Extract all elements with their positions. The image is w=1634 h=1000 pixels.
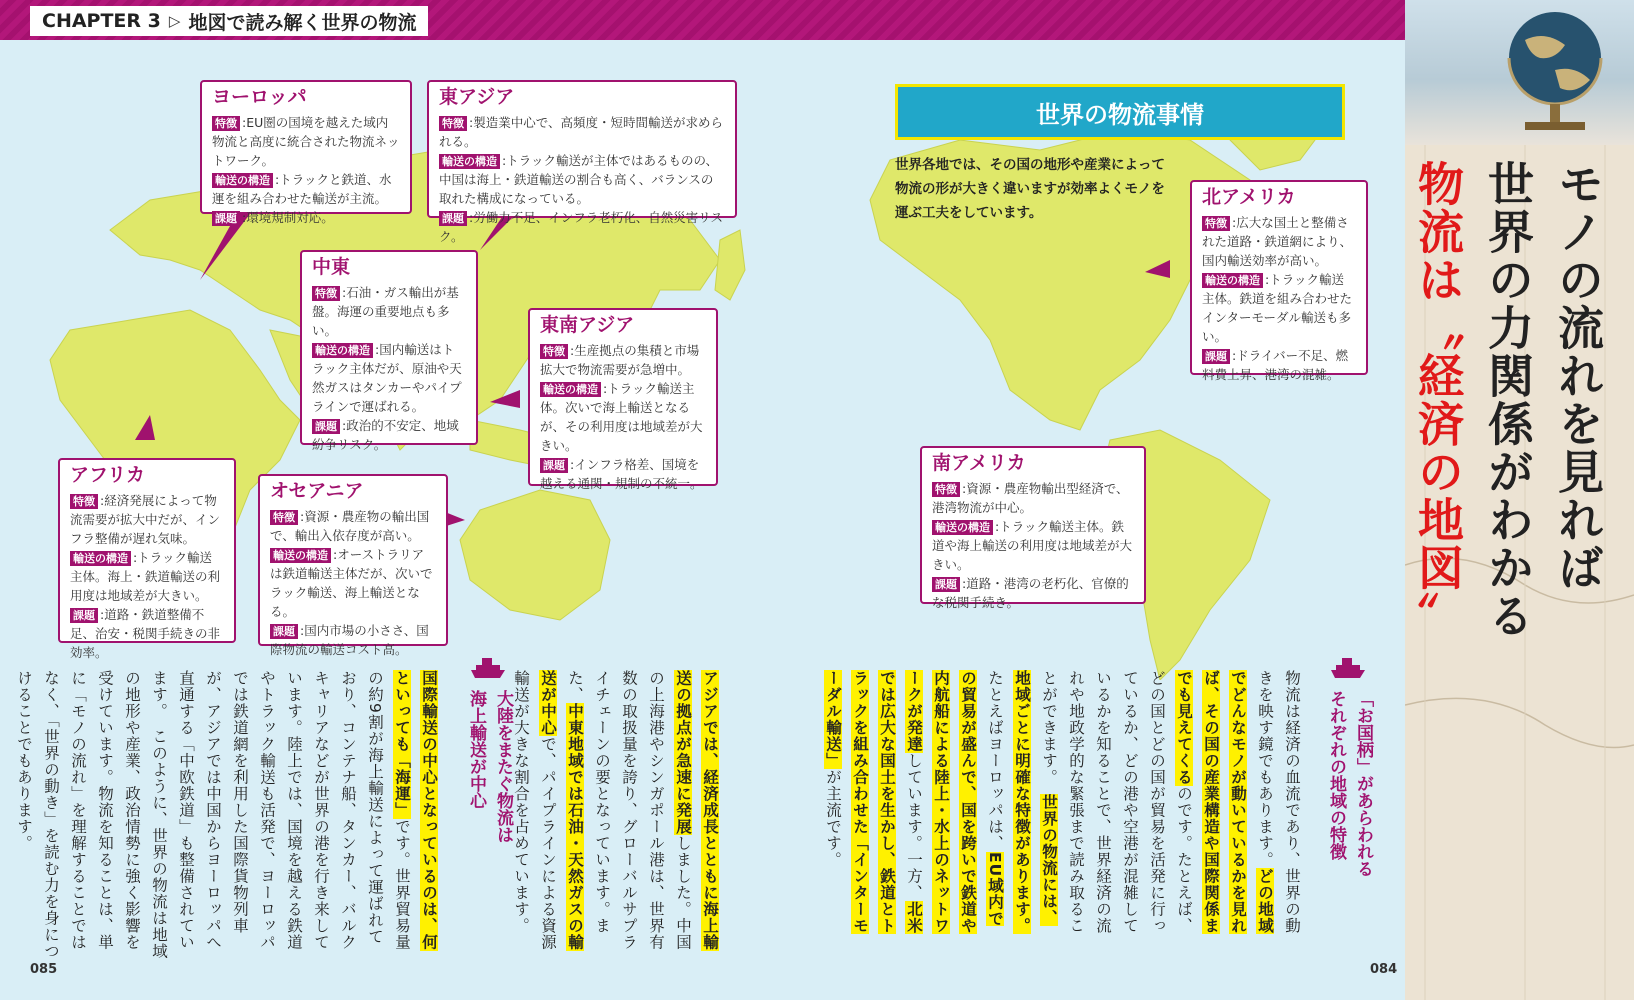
left-highlight-2: アジアでは、経済成長とともに海上輸送の拠点が急速に発展 (674, 670, 719, 951)
left-text-3: しました。中国の上海港やシンガポール港は、世界有数の取扱量を誇り、グローバルサプライチェーンの要となっています。また、 (566, 670, 692, 951)
title-line-2: 世界の力関係がわかる (1481, 160, 1535, 640)
structure-tag: 輸送の構造 (70, 551, 131, 566)
issue-tag: 課題 (932, 577, 960, 592)
right-heading-2: それぞれの地域の特徴 (1326, 690, 1346, 860)
region-box-africa (58, 458, 236, 660)
structure-text: :トラック輸送主体。次いで海上輸送となるが、その利用度は地域差が大きい。 (540, 381, 703, 453)
right-highlight-1: どの地域でどんなモノが動いているかを見れば、その国の産業構造や国際関係までも見えてくる (1175, 670, 1274, 934)
right-body (824, 670, 1305, 940)
feature-text: :経済発展によって物流需要が拡大中だが、インフラ整備が遅れ気味。 (70, 493, 221, 546)
structure-tag: 輸送の構造 (932, 520, 993, 535)
feature-text: :EU圏の国境を越えた域内物流と高度に統合された物流ネットワーク。 (212, 115, 400, 168)
region-name: 東南アジア (540, 314, 635, 336)
structure-text: :トラック輸送主体。鉄道を組み合わせたインターモーダル輸送も多い。 (1202, 272, 1353, 344)
left-text-2: このように、世界の物流は地域の地形や産業、政治情勢に強く影響を受けています。物流を知ることは、単に「モノの流れ」を理解することではなく、「世界の動き」を読む力を身につけることでもあります。 (15, 670, 168, 960)
chapter-title: 地図で読み解く世界の物流 (188, 11, 417, 34)
region-name: 南アメリカ (932, 452, 1026, 474)
issue-tag: 課題 (312, 419, 340, 434)
region-box-middle-east (300, 250, 478, 452)
issue-tag: 課題 (439, 211, 467, 226)
feature-text: :資源・農産物輸出型経済で、港湾物流が中心。 (932, 481, 1129, 515)
globe-icon (1405, 0, 1634, 145)
section-banner (895, 84, 1345, 140)
region-name: 中東 (312, 256, 351, 278)
issue-text: :道路・鉄道整備不足、治安・税関手続きの非効率。 (70, 607, 221, 660)
issue-text: :国内市場の小ささ、国際物流の輸送コスト高。 (270, 623, 429, 657)
right-highlight-4: 北米では広大な国土を生かし、鉄道とトラックを組み合わせた「インターモーダル輸送」 (824, 670, 923, 934)
issue-tag: 課題 (1202, 349, 1230, 364)
feature-tag: 特徴 (312, 286, 340, 301)
right-text-3: たとえばヨーロッパは、 (986, 670, 1004, 852)
globe-photo (1405, 0, 1634, 145)
region-box-southeast-asia (528, 308, 718, 491)
region-box-south-america (920, 446, 1146, 610)
left-heading-1: 大陸をまたぐ物流は (493, 690, 513, 843)
structure-text: :国内輸送はトラック主体だが、原油や天然ガスはタンカーやパイプラインで運ばれる。 (312, 342, 462, 414)
feature-text: :石油・ガス輸出が基盤。海運の重要地点も多い。 (312, 285, 459, 338)
australia-landmass (460, 490, 610, 620)
feature-tag: 特徴 (439, 116, 467, 131)
right-text-5: が主流です。 (824, 769, 842, 868)
structure-text: :トラック輸送主体。鉄道や海上輸送の利用度は地域差が大きい。 (932, 519, 1133, 572)
feature-tag: 特徴 (270, 510, 298, 525)
region-name: 北アメリカ (1202, 186, 1296, 208)
structure-text: :トラックと鉄道、水運を組み合わせた輸送が主流。 (212, 172, 392, 206)
issue-tag: 課題 (70, 608, 98, 623)
issue-text: :ドライバー不足、燃料費上昇、港湾の混雑。 (1202, 348, 1349, 382)
triangle-icon: ▷ (168, 12, 181, 30)
feature-text: :生産拠点の集積と市場拡大で物流需要が急増中。 (540, 343, 700, 377)
feature-tag: 特徴 (212, 116, 240, 131)
issue-tag: 課題 (540, 458, 568, 473)
structure-tag: 輸送の構造 (1202, 273, 1263, 288)
region-box-north-america (1190, 180, 1368, 382)
right-highlight-3: EU域内での貿易が盛んで、国を跨いで鉄道や内航船による陸上・水上のネットワークが発達 (905, 670, 1004, 934)
issue-tag: 課題 (270, 624, 298, 639)
chapter-tab (30, 6, 428, 36)
feature-tag: 特徴 (1202, 216, 1230, 231)
intro-text: 世界各地では、その国の地形や産業によって物流の形が大きく違いますが効率よくモノを運ぶ工夫をしています。 (895, 157, 1165, 221)
right-text-1: 物流は経済の血流であり、世界の動きを映す鏡でもあります。 (1256, 670, 1301, 934)
structure-tag: 輸送の構造 (270, 548, 331, 563)
left-text-4: で、パイプラインによる資源輸送が大きな割合を占めています。 (512, 670, 557, 951)
left-text-1: です。世界貿易量の約9割が海上輸送によって運ばれており、コンテナ船、タンカー、バルクキャリアなどが世界の港を行き来しています。陸上では、国境を越える鉄道やトラック輸送も活発で、ヨーロッパでは鉄道網を利用した国際貨物列車が、アジアでは中国からヨーロッパへ直通する「中欧鉄道」も整備されています。 (150, 670, 411, 951)
right-text-4: しています。一方、 (905, 752, 923, 901)
structure-text: :トラック輸送が主体ではあるものの、中国は海上・鉄道輸送の割合も高く、バランスの取れた構成になっている。 (439, 153, 718, 206)
feature-tag: 特徴 (70, 494, 98, 509)
region-box-east-asia (427, 80, 737, 244)
structure-tag: 輸送の構造 (439, 154, 500, 169)
feature-text: :製造業中心で、高頻度・短時間輸送が求められる。 (439, 115, 723, 149)
region-name: ヨーロッパ (212, 86, 307, 108)
ship-icon-left (470, 656, 506, 680)
banner-title: 世界の物流事情 (1036, 100, 1204, 129)
right-heading (1322, 690, 1376, 890)
feature-tag: 特徴 (932, 482, 960, 497)
right-highlight-2: 世界の物流には、地域ごとに明確な特徴があります。 (1013, 670, 1058, 934)
issue-text: :道路・港湾の老朽化、官僚的な税関手続き。 (932, 576, 1129, 610)
title-panel (1405, 0, 1634, 1000)
region-name: 東アジア (439, 86, 515, 108)
region-box-europe (200, 80, 412, 225)
issue-text: :インフラ格差、国境を越える通関・規制の不統一。 (540, 457, 703, 491)
structure-text: :オーストラリアは鉄道輸送主体だが、次いでラック輸送、海上輸送となる。 (270, 547, 433, 619)
structure-tag: 輸送の構造 (212, 173, 273, 188)
chapter-label: CHAPTER 3 (42, 10, 161, 32)
left-body-2 (512, 670, 723, 960)
header-bar (0, 0, 1405, 40)
title-line-3: 物流は〝経済の地図〟 (1411, 160, 1465, 640)
issue-tag: 課題 (212, 211, 240, 226)
right-heading-1: 「お国柄」があらわれる (1353, 690, 1373, 877)
region-name: アフリカ (70, 464, 146, 486)
feature-text: :広大な国土と整備された道路・鉄道網により、国内輸送効率が高い。 (1202, 215, 1353, 268)
page-number-right: 084 (1370, 962, 1398, 977)
region-name: オセアニア (270, 480, 364, 502)
right-text-2: のです。たとえば、どの国とどの国が貿易を活発に行っているか、どの港や空港が混雑しているかを知ることで、世界経済の流れや地政学的な緊張まで読み取ることができます。 (1040, 670, 1193, 934)
page-number-left: 085 (30, 962, 58, 977)
structure-text: :トラック輸送主体。海上・鉄道輸送の利用度は地域差が大きい。 (70, 550, 221, 603)
structure-tag: 輸送の構造 (540, 382, 601, 397)
title-line-1: モノの流れを見れば (1551, 160, 1605, 592)
left-highlight-1: 国際輸送の中心となっているのは、何といっても「海運」 (393, 670, 438, 951)
region-box-oceania (258, 474, 448, 657)
left-highlight-3: 中東地域では石油・天然ガスの輸送が中心 (539, 670, 584, 951)
ship-icon-right (1330, 656, 1366, 680)
feature-text: :資源・農産物の輸出国で、輸出入依存度が高い。 (270, 509, 430, 543)
structure-tag: 輸送の構造 (312, 343, 373, 358)
issue-text: :労働力不足、インフラ老朽化、自然災害リスク。 (439, 210, 723, 244)
issue-text: :環境規制対応。 (242, 210, 334, 225)
issue-text: :政治的不安定、地域紛争リスク。 (312, 418, 459, 452)
left-body-1 (15, 670, 442, 960)
left-heading-2: 海上輸送が中心 (466, 690, 486, 809)
feature-tag: 特徴 (540, 344, 568, 359)
